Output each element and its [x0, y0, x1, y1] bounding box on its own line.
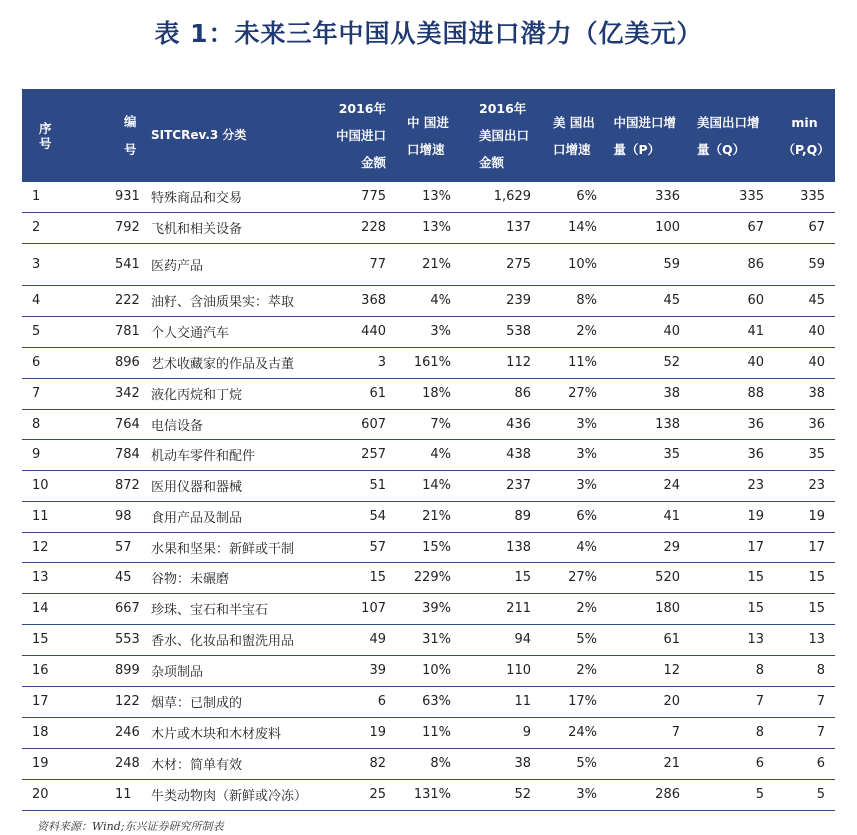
cell-cn-growth: 161% [396, 347, 461, 378]
cell-cn-growth: 21% [396, 501, 461, 532]
cell-cn-increment: 29 [607, 532, 690, 562]
cell-cn-increment: 41 [607, 501, 690, 532]
cell-us-increment: 5 [690, 779, 774, 810]
cell-cn-import: 775 [314, 182, 396, 212]
cell-us-export: 52 [461, 779, 541, 810]
cell-cn-increment: 21 [607, 748, 690, 779]
cell-cn-growth: 13% [396, 182, 461, 212]
cell-category: 珍珠、宝石和半宝石 [139, 593, 314, 624]
cell-seq: 14 [22, 593, 75, 624]
cell-us-export: 275 [461, 243, 541, 285]
header-us-growth-label: 美 国出 口增速 [553, 114, 595, 157]
header-cn-growth [396, 89, 461, 182]
cell-us-growth: 3% [541, 470, 607, 501]
header-seq-label: 序号 [39, 120, 52, 151]
cell-category: 机动车零件和配件 [139, 439, 314, 470]
table-row [22, 562, 835, 593]
cell-us-export: 138 [461, 532, 541, 562]
cell-cn-growth: 229% [396, 562, 461, 593]
cell-code: 45 [75, 562, 139, 593]
cell-us-export: 110 [461, 655, 541, 686]
cell-min: 35 [774, 439, 835, 470]
cell-us-export: 237 [461, 470, 541, 501]
cell-cn-import: 607 [314, 409, 396, 439]
cell-us-increment: 6 [690, 748, 774, 779]
table-row [22, 212, 835, 243]
table-row [22, 779, 835, 810]
cell-category: 个人交通汽车 [139, 316, 314, 347]
header-code-label: 编号 [124, 113, 137, 157]
cell-us-growth: 27% [541, 378, 607, 409]
cell-seq: 11 [22, 501, 75, 532]
cell-cn-growth: 31% [396, 624, 461, 655]
table-row [22, 378, 835, 409]
cell-category: 烟草：已制成的 [139, 686, 314, 717]
cell-us-increment: 36 [690, 409, 774, 439]
cell-us-increment: 60 [690, 285, 774, 316]
cell-category: 木材：简单有效 [139, 748, 314, 779]
cell-category: 木片或木块和木材废料 [139, 717, 314, 748]
cell-cn-increment: 38 [607, 378, 690, 409]
cell-us-growth: 5% [541, 748, 607, 779]
cell-category: 飞机和相关设备 [139, 212, 314, 243]
cell-cn-growth: 18% [396, 378, 461, 409]
cell-code: 57 [75, 532, 139, 562]
cell-category: 杂项制品 [139, 655, 314, 686]
cell-seq: 10 [22, 470, 75, 501]
cell-min: 15 [774, 562, 835, 593]
cell-cn-increment: 59 [607, 243, 690, 285]
table-row [22, 532, 835, 562]
header-min [774, 89, 835, 182]
cell-us-increment: 40 [690, 347, 774, 378]
cell-code: 784 [75, 439, 139, 470]
cell-seq: 20 [22, 779, 75, 810]
cell-us-increment: 86 [690, 243, 774, 285]
cell-us-export: 89 [461, 501, 541, 532]
cell-us-growth: 4% [541, 532, 607, 562]
cell-cn-import: 15 [314, 562, 396, 593]
cell-us-export: 137 [461, 212, 541, 243]
cell-seq: 17 [22, 686, 75, 717]
table-row [22, 501, 835, 532]
cell-cn-import: 25 [314, 779, 396, 810]
cell-seq: 2 [22, 212, 75, 243]
cell-seq: 9 [22, 439, 75, 470]
cell-code: 872 [75, 470, 139, 501]
cell-code: 667 [75, 593, 139, 624]
table-row [22, 593, 835, 624]
header-category: SITCRev.3 分类 [139, 89, 314, 182]
table-row [22, 243, 835, 285]
cell-us-export: 38 [461, 748, 541, 779]
cell-cn-import: 19 [314, 717, 396, 748]
cell-category: 牛类动物肉（新鲜或冷冻） [139, 779, 314, 810]
cell-category: 油籽、含油质果实：萃取 [139, 285, 314, 316]
cell-cn-import: 77 [314, 243, 396, 285]
cell-seq: 7 [22, 378, 75, 409]
cell-category: 谷物：未碾磨 [139, 562, 314, 593]
header-cn-increment [607, 89, 690, 182]
cell-cn-growth: 4% [396, 439, 461, 470]
cell-min: 5 [774, 779, 835, 810]
cell-cn-import: 49 [314, 624, 396, 655]
header-min-label: min（P,Q） [782, 114, 830, 157]
cell-min: 15 [774, 593, 835, 624]
table-row [22, 409, 835, 439]
table-row [22, 182, 835, 212]
cell-cn-increment: 138 [607, 409, 690, 439]
cell-us-increment: 41 [690, 316, 774, 347]
table-row [22, 717, 835, 748]
cell-code: 931 [75, 182, 139, 212]
cell-us-export: 15 [461, 562, 541, 593]
cell-category: 特殊商品和交易 [139, 182, 314, 212]
cell-us-growth: 11% [541, 347, 607, 378]
header-row [22, 89, 835, 182]
cell-cn-import: 54 [314, 501, 396, 532]
cell-us-increment: 7 [690, 686, 774, 717]
cell-code: 11 [75, 779, 139, 810]
header-us-growth [541, 89, 607, 182]
cell-cn-increment: 20 [607, 686, 690, 717]
cell-seq: 3 [22, 243, 75, 285]
cell-code: 896 [75, 347, 139, 378]
cell-us-growth: 2% [541, 655, 607, 686]
header-us-increment [690, 89, 774, 182]
cell-us-growth: 5% [541, 624, 607, 655]
cell-min: 335 [774, 182, 835, 212]
cell-cn-import: 39 [314, 655, 396, 686]
cell-code: 98 [75, 501, 139, 532]
cell-cn-import: 440 [314, 316, 396, 347]
cell-seq: 16 [22, 655, 75, 686]
cell-category: 医用仪器和器械 [139, 470, 314, 501]
cell-cn-growth: 15% [396, 532, 461, 562]
cell-cn-growth: 10% [396, 655, 461, 686]
cell-cn-import: 228 [314, 212, 396, 243]
header-cn-growth-label: 中 国进 口增速 [407, 114, 449, 157]
cell-us-growth: 3% [541, 439, 607, 470]
cell-min: 19 [774, 501, 835, 532]
table-row [22, 655, 835, 686]
cell-us-growth: 8% [541, 285, 607, 316]
cell-cn-growth: 131% [396, 779, 461, 810]
cell-category: 医药产品 [139, 243, 314, 285]
cell-seq: 15 [22, 624, 75, 655]
cell-cn-increment: 12 [607, 655, 690, 686]
cell-min: 36 [774, 409, 835, 439]
cell-category: 香水、化妆品和盥洗用品 [139, 624, 314, 655]
table-row [22, 347, 835, 378]
cell-cn-growth: 39% [396, 593, 461, 624]
cell-us-growth: 3% [541, 779, 607, 810]
cell-code: 764 [75, 409, 139, 439]
cell-min: 13 [774, 624, 835, 655]
cell-code: 222 [75, 285, 139, 316]
cell-seq: 19 [22, 748, 75, 779]
cell-us-growth: 14% [541, 212, 607, 243]
cell-min: 23 [774, 470, 835, 501]
cell-cn-increment: 100 [607, 212, 690, 243]
cell-us-growth: 2% [541, 316, 607, 347]
cell-min: 8 [774, 655, 835, 686]
header-code [75, 89, 139, 182]
header-cn-import [314, 89, 396, 182]
cell-us-increment: 36 [690, 439, 774, 470]
cell-seq: 13 [22, 562, 75, 593]
cell-cn-growth: 63% [396, 686, 461, 717]
cell-cn-growth: 3% [396, 316, 461, 347]
cell-min: 7 [774, 686, 835, 717]
cell-min: 67 [774, 212, 835, 243]
cell-cn-import: 61 [314, 378, 396, 409]
cell-seq: 18 [22, 717, 75, 748]
cell-min: 38 [774, 378, 835, 409]
cell-code: 248 [75, 748, 139, 779]
header-cn-increment-label: 中国进口增量（P） [613, 114, 677, 157]
table-row [22, 686, 835, 717]
table-title: 表 1：未来三年中国从美国进口潜力（亿美元） [154, 19, 703, 48]
table-row [22, 285, 835, 316]
cell-us-growth: 6% [541, 182, 607, 212]
cell-min: 40 [774, 347, 835, 378]
cell-us-growth: 17% [541, 686, 607, 717]
cell-us-export: 1,629 [461, 182, 541, 212]
header-cn-import-label: 2016年中国进口金额 [335, 101, 386, 170]
cell-cn-increment: 286 [607, 779, 690, 810]
cell-us-growth: 24% [541, 717, 607, 748]
cell-cn-import: 82 [314, 748, 396, 779]
cell-cn-increment: 61 [607, 624, 690, 655]
cell-category: 艺术收藏家的作品及古董 [139, 347, 314, 378]
cell-code: 781 [75, 316, 139, 347]
cell-seq: 4 [22, 285, 75, 316]
header-seq [22, 89, 75, 182]
cell-cn-growth: 21% [396, 243, 461, 285]
cell-us-export: 239 [461, 285, 541, 316]
cell-cn-increment: 180 [607, 593, 690, 624]
cell-cn-growth: 14% [396, 470, 461, 501]
cell-cn-growth: 8% [396, 748, 461, 779]
cell-min: 6 [774, 748, 835, 779]
cell-cn-import: 57 [314, 532, 396, 562]
cell-category: 水果和坚果：新鲜或干制 [139, 532, 314, 562]
cell-cn-import: 368 [314, 285, 396, 316]
cell-seq: 8 [22, 409, 75, 439]
import-potential-table [22, 89, 835, 811]
cell-cn-increment: 24 [607, 470, 690, 501]
cell-seq: 1 [22, 182, 75, 212]
cell-seq: 5 [22, 316, 75, 347]
cell-us-increment: 13 [690, 624, 774, 655]
cell-category: 食用产品及制品 [139, 501, 314, 532]
cell-cn-import: 107 [314, 593, 396, 624]
cell-us-increment: 335 [690, 182, 774, 212]
cell-min: 7 [774, 717, 835, 748]
cell-cn-increment: 40 [607, 316, 690, 347]
cell-us-growth: 2% [541, 593, 607, 624]
table-row [22, 624, 835, 655]
cell-cn-import: 51 [314, 470, 396, 501]
cell-min: 40 [774, 316, 835, 347]
cell-cn-growth: 11% [396, 717, 461, 748]
header-us-export [461, 89, 541, 182]
table-row [22, 748, 835, 779]
header-us-increment-label: 美国出口增量（Q） [697, 114, 760, 157]
cell-us-export: 112 [461, 347, 541, 378]
cell-code: 792 [75, 212, 139, 243]
cell-min: 59 [774, 243, 835, 285]
cell-us-increment: 67 [690, 212, 774, 243]
cell-us-export: 438 [461, 439, 541, 470]
cell-seq: 12 [22, 532, 75, 562]
header-us-export-label: 2016年美国出口金额 [479, 101, 530, 170]
source-note: 资料来源：Wind;东兴证券研究所制表 [37, 820, 224, 833]
table-row [22, 316, 835, 347]
cell-us-increment: 88 [690, 378, 774, 409]
cell-us-increment: 15 [690, 562, 774, 593]
cell-us-growth: 3% [541, 409, 607, 439]
cell-cn-increment: 52 [607, 347, 690, 378]
cell-min: 45 [774, 285, 835, 316]
cell-us-export: 11 [461, 686, 541, 717]
cell-cn-increment: 520 [607, 562, 690, 593]
cell-code: 122 [75, 686, 139, 717]
cell-us-export: 86 [461, 378, 541, 409]
table-row [22, 439, 835, 470]
cell-cn-growth: 13% [396, 212, 461, 243]
cell-cn-import: 3 [314, 347, 396, 378]
cell-us-export: 94 [461, 624, 541, 655]
cell-us-increment: 23 [690, 470, 774, 501]
cell-cn-growth: 7% [396, 409, 461, 439]
cell-code: 246 [75, 717, 139, 748]
cell-cn-growth: 4% [396, 285, 461, 316]
cell-cn-increment: 45 [607, 285, 690, 316]
cell-cn-increment: 7 [607, 717, 690, 748]
cell-us-increment: 15 [690, 593, 774, 624]
cell-us-export: 211 [461, 593, 541, 624]
cell-code: 899 [75, 655, 139, 686]
cell-us-export: 9 [461, 717, 541, 748]
cell-us-export: 436 [461, 409, 541, 439]
cell-us-increment: 17 [690, 532, 774, 562]
cell-us-increment: 8 [690, 717, 774, 748]
cell-us-growth: 27% [541, 562, 607, 593]
cell-seq: 6 [22, 347, 75, 378]
cell-cn-increment: 35 [607, 439, 690, 470]
cell-cn-import: 257 [314, 439, 396, 470]
cell-category: 液化丙烷和丁烷 [139, 378, 314, 409]
cell-us-export: 538 [461, 316, 541, 347]
cell-us-growth: 6% [541, 501, 607, 532]
cell-cn-increment: 336 [607, 182, 690, 212]
cell-code: 553 [75, 624, 139, 655]
cell-us-increment: 19 [690, 501, 774, 532]
cell-category: 电信设备 [139, 409, 314, 439]
cell-min: 17 [774, 532, 835, 562]
cell-us-increment: 8 [690, 655, 774, 686]
cell-code: 342 [75, 378, 139, 409]
table-row [22, 470, 835, 501]
cell-us-growth: 10% [541, 243, 607, 285]
cell-cn-import: 6 [314, 686, 396, 717]
cell-code: 541 [75, 243, 139, 285]
